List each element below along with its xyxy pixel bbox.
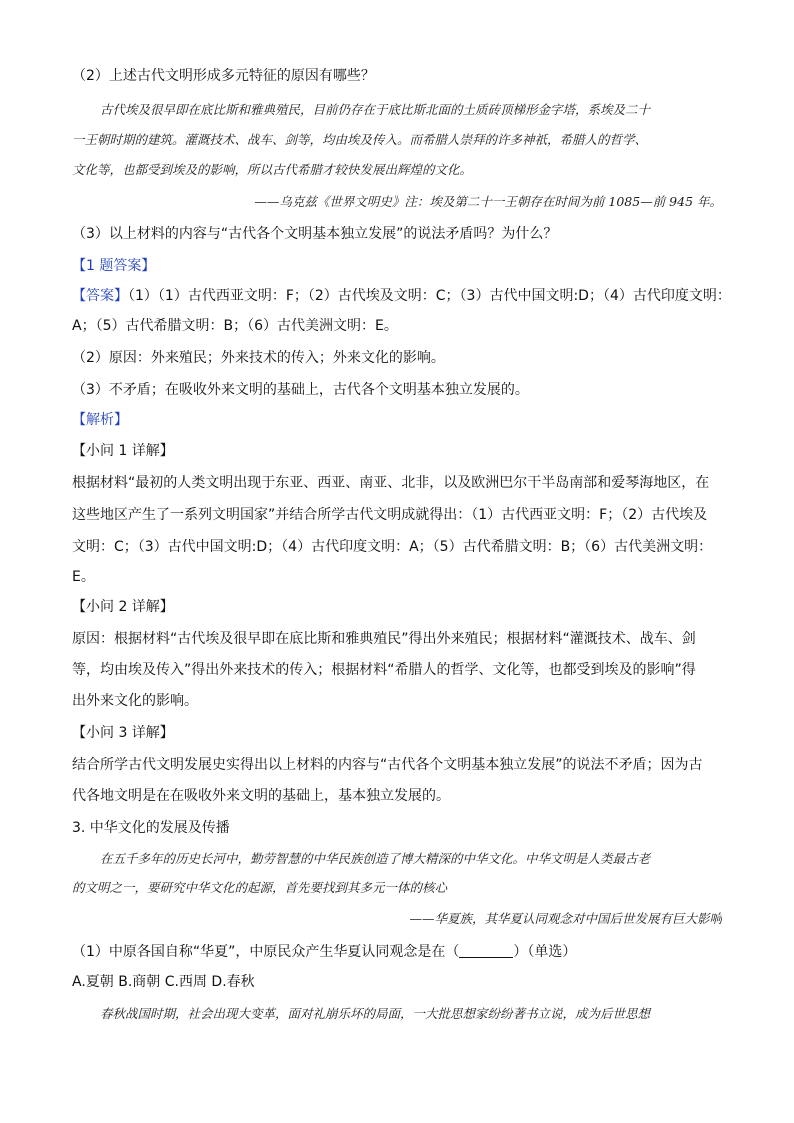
- answer-heading: 【1 题答案】: [72, 258, 156, 274]
- sub-question-3-line-2: 代各地文明是在在吸收外来文明的基础上，基本独立发展的。: [72, 788, 450, 804]
- sub-question-2-line-2: 等，均由埃及传入”得出外来技术的传入；根据材料“希腊人的哲学、文化等，也都受到埃及的影响”得: [72, 662, 696, 678]
- sub-question-3-title: 【小问 3 详解】: [72, 725, 174, 741]
- answer-line-2: A；（5）古代希腊文明：B；（6）古代美洲文明：E。: [72, 318, 398, 334]
- material-2-line-2: 一王朝时期的建筑。灌溉技术、战车、剑等，均由埃及传入。而希腊人崇拜的许多神祇，希腊人的哲学、: [72, 132, 648, 147]
- sub-question-2-line-1: 原因：根据材料“古代埃及很早即在底比斯和雅典殖民”得出外来殖民；根据材料“灌溉技术、战车、剑: [72, 631, 696, 647]
- material-2-line-3: 文化等，也都受到埃及的影响，所以古代希腊才较快发展出辉煌的文化。: [72, 162, 473, 177]
- q3-question-1-suffix: ）（单选）: [513, 944, 577, 960]
- q3-material-2-line-1: 春秋战国时期，社会出现大变革，面对礼崩乐坏的局面，一大批思想家纷纷著书立说，成为后世思想: [100, 1006, 651, 1021]
- q3-material-source: ——华夏族，其华夏认同观念对中国后世发展有巨大影响: [409, 911, 722, 926]
- q3-material-line-1: 在五千多年的历史长河中，勤劳智慧的中华民族创造了博大精深的中华文化。中华文明是人类最古老: [100, 851, 651, 866]
- answer-line-1: [72, 286, 732, 306]
- q3-question-1: [72, 942, 732, 962]
- sub-question-3-line-1: 结合所学古代文明发展史实得出以上材料的内容与“古代各个文明基本独立发展”的说法不矛盾；因为古: [72, 757, 703, 773]
- material-2-source: ——乌克兹《世界文明史》注：埃及第二十一王朝存在时间为前 1085—前 945 年。: [254, 194, 722, 209]
- answer-text-1: （1）（1）古代西亚文明：F；（2）古代埃及文明：C；（3）古代中国文明:D；（4）古代印度文明：: [128, 288, 731, 304]
- sub-question-1-title: 【小问 1 详解】: [72, 443, 174, 459]
- answer-line-3: （2）原因：外来殖民；外来技术的传入；外来文化的影响。: [72, 350, 445, 366]
- question-3-title: 3. 中华文化的发展及传播: [72, 820, 230, 836]
- sub-question-2-title: 【小问 2 详解】: [72, 599, 174, 615]
- sub-question-2-line-3: 出外来文化的影响。: [72, 693, 198, 709]
- question-2-2: （2）上述古代文明形成多元特征的原因有哪些？: [72, 68, 375, 84]
- answer-blank[interactable]: [459, 943, 513, 958]
- material-2-line-1: 古代埃及很早即在底比斯和雅典殖民，目前仍存在于底比斯北面的土质砖顶梯形金字塔，系埃及二十: [100, 102, 651, 117]
- sub-question-1-line-1: 根据材料“最初的人类文明出现于东亚、西亚、南亚、北非，以及欧洲巴尔干半岛南部和爱琴海地区，在: [72, 475, 710, 491]
- sub-question-1-line-4: E。: [72, 569, 95, 585]
- answer-label: 【答案】: [72, 288, 128, 304]
- question-2-3: （3）以上材料的内容与“古代各个文明基本独立发展”的说法矛盾吗？为什么？: [72, 226, 558, 242]
- sub-question-1-line-2: 这些地区产生了一系列文明国家”并结合所学古代文明成就得出：（1）古代西亚文明：F；（2）古代埃及: [72, 507, 708, 523]
- answer-line-4: （3）不矛盾；在吸收外来文明的基础上，古代各个文明基本独立发展的。: [72, 382, 529, 398]
- q3-material-line-2: 的文明之一，要研究中华文化的起源，首先要找到其多元一体的核心: [72, 880, 448, 895]
- analysis-heading: 【解析】: [72, 412, 128, 428]
- q3-options: A.夏朝 B.商朝 C.西周 D.春秋: [72, 974, 255, 990]
- q3-question-1-text: （1）中原各国自称“华夏”，中原民众产生华夏认同观念是在（: [72, 944, 460, 960]
- sub-question-1-line-3: 文明：C；（3）古代中国文明:D；（4）古代印度文明：A；（5）古代希腊文明：B；（6）古代美洲文明：: [72, 539, 713, 555]
